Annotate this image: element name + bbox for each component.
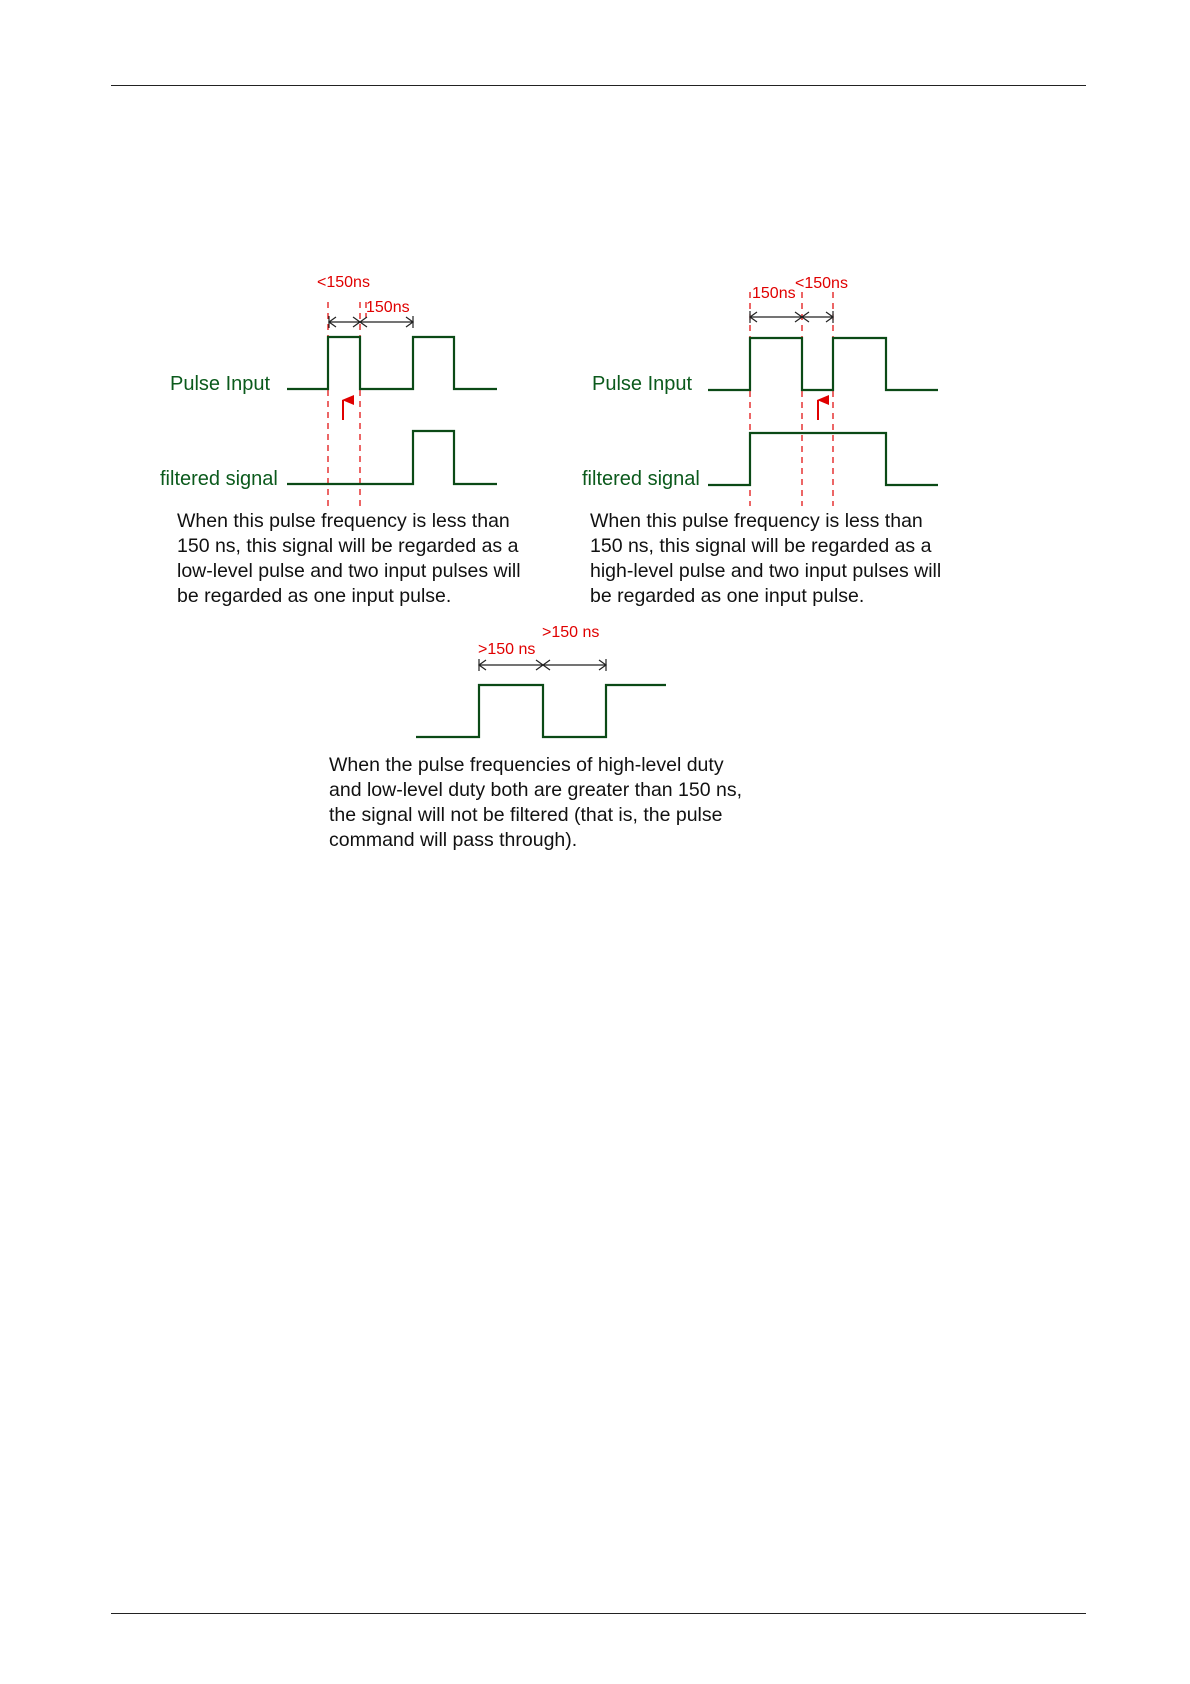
dimension-arrow: [750, 311, 833, 323]
filtered-signal-waveform: [708, 433, 938, 485]
pass-through-waveform: [416, 685, 666, 737]
caption-line: be regarded as one input pulse.: [590, 585, 865, 607]
caption-line: be regarded as one input pulse.: [177, 585, 452, 607]
time-label-gt150: >150 ns: [478, 641, 536, 658]
time-label-gt150: >150 ns: [542, 624, 600, 641]
pulse-input-waveform: [287, 337, 497, 389]
caption-line: 150 ns, this signal will be regarded as a: [177, 535, 519, 557]
time-label-150: 150ns: [752, 285, 796, 302]
diagram-low-pulse: [160, 274, 521, 607]
time-label-150: 150ns: [366, 299, 410, 316]
filtered-signal-waveform: [287, 431, 497, 484]
filtered-signal-label: filtered signal: [160, 468, 278, 490]
caption-line: and low-level duty both are greater than 150 ns,: [329, 779, 743, 801]
time-label-lt150: <150ns: [317, 274, 370, 291]
caption-line: When this pulse frequency is less than: [590, 510, 923, 532]
filtered-signal-label: filtered signal: [582, 468, 700, 490]
caption-line: command will pass through).: [329, 829, 578, 851]
caption-line: When the pulse frequencies of high-level duty: [329, 754, 724, 776]
time-label-lt150: <150ns: [795, 275, 848, 292]
caption-line: When this pulse frequency is less than: [177, 510, 510, 532]
caption-line: high-level pulse and two input pulses will: [590, 560, 942, 582]
pulse-input-label: Pulse Input: [592, 373, 693, 395]
pulse-input-waveform: [708, 338, 938, 390]
diagram-high-pulse: [582, 275, 941, 607]
dimension-arrow: [329, 316, 413, 328]
diagram-pass-through: [329, 624, 742, 851]
caption-line: 150 ns, this signal will be regarded as a: [590, 535, 932, 557]
caption-line: the signal will not be filtered (that is, the pulse: [329, 804, 723, 826]
dimension-arrow: [479, 659, 606, 671]
caption-line: low-level pulse and two input pulses will: [177, 560, 521, 582]
pulse-input-label: Pulse Input: [170, 373, 271, 395]
